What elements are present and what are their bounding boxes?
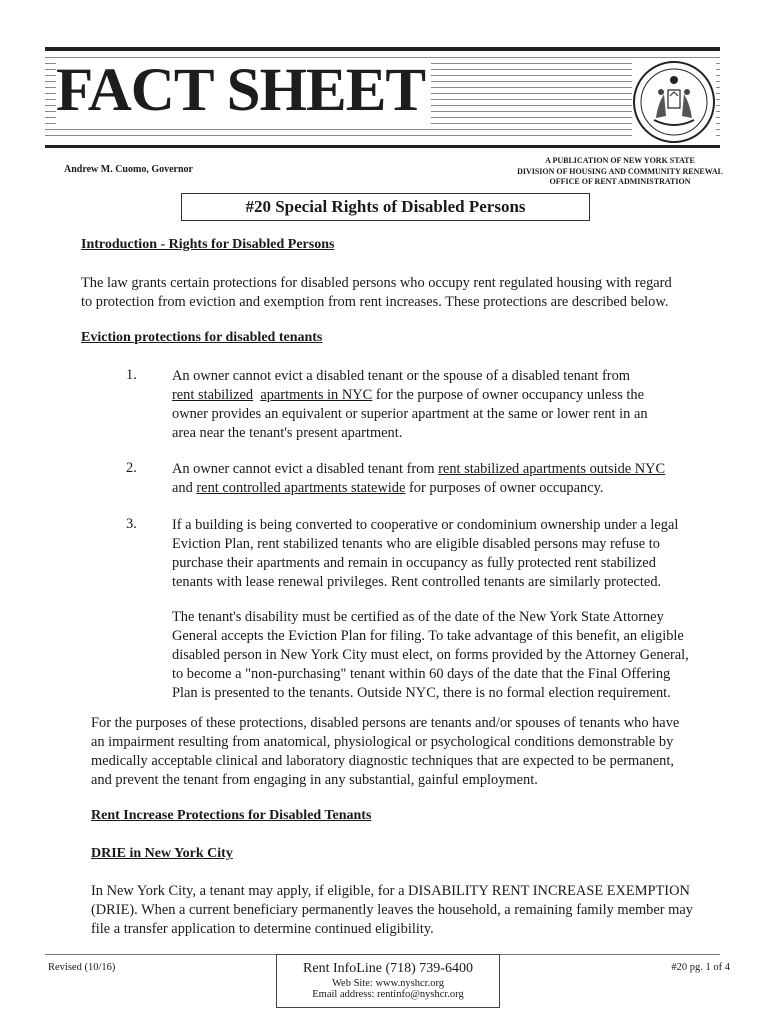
publication-line: DIVISION OF HOUSING AND COMMUNITY RENEWAL: [517, 166, 723, 176]
text-line: For the purposes of these protections, disabled persons are tenants and/or spouses of tenants who have: [91, 715, 680, 731]
rent-increase-heading: Rent Increase Protections for Disabled Tenants: [91, 808, 372, 823]
eviction-heading: Eviction protections for disabled tenants: [81, 330, 323, 345]
text-span: for the purpose of owner occupancy unless the: [372, 387, 644, 403]
rent-infoline: Rent InfoLine (718) 739-6400: [303, 961, 473, 976]
text-line: (DRIE). When a current beneficiary permanently leaves the household, a remaining family member may: [91, 902, 693, 918]
text-line: If a building is being converted to cooperative or condominium ownership under a legal: [172, 517, 679, 533]
intro-heading: Introduction - Rights for Disabled Persons: [81, 237, 335, 252]
text-line: [172, 460, 665, 479]
header-top-rule: [45, 47, 720, 51]
text-line: General accepts the Eviction Plan for filing. To take advantage of this benefit, an eligible: [172, 628, 684, 644]
publication-line: A PUBLICATION OF NEW YORK STATE: [545, 156, 695, 165]
item-number: 1.: [126, 367, 137, 383]
text-line: In New York City, a tenant may apply, if eligible, for a DISABILITY RENT INCREASE EXEMPTION: [91, 883, 690, 899]
text-line: Plan is presented to the tenants. Outside NYC, there is no formal election requirement.: [172, 685, 671, 701]
text-span: for purposes of owner occupancy.: [405, 480, 604, 496]
text-line: [172, 479, 665, 498]
publication-line: OFFICE OF RENT ADMINISTRATION: [549, 177, 691, 186]
text-line: to protection from eviction and exemption from rent increases. These protections are described below.: [81, 294, 669, 310]
definition-paragraph: [91, 714, 679, 790]
text-line: medically acceptable clinical and laboratory diagnostic techniques that are expected to be permanent,: [91, 753, 674, 769]
page-number: #20 pg. 1 of 4: [671, 962, 730, 973]
underlined-text: rent stabilized: [172, 387, 254, 403]
text-line: purchase their apartments and remain in occupancy as fully protected rent stabilized: [172, 555, 656, 571]
page-title: FACT SHEET: [56, 58, 431, 124]
fact-sheet-title: #20 Special Rights of Disabled Persons: [181, 193, 590, 221]
text-line: disabled person in New York City must elect, on forms provided by the Attorney General,: [172, 647, 689, 663]
governor-name: Andrew M. Cuomo, Governor: [64, 164, 193, 175]
text-line: The tenant's disability must be certified as of the date of the New York State Attorney: [172, 609, 664, 625]
item-number: 2.: [126, 460, 137, 476]
text-line: file a transfer application to determine continued eligibility.: [91, 921, 434, 937]
contact-box: [276, 954, 500, 1008]
list-item: [172, 516, 678, 592]
text-line: an impairment resulting from anatomical, physiological or psychological conditions demonstrable by: [91, 734, 674, 750]
list-item: [172, 367, 648, 443]
text-line: An owner cannot evict a disabled tenant or the spouse of a disabled tenant from: [172, 368, 630, 384]
text-span: An owner cannot evict a disabled tenant from: [172, 461, 439, 477]
text-line: owner provides an equivalent or superior apartment at the same or lower rent in an: [172, 406, 648, 422]
certification-paragraph: [172, 608, 689, 703]
text-line: [172, 386, 648, 405]
text-line: area near the tenant's present apartment.: [172, 425, 403, 441]
website-link[interactable]: Web Site: www.nyshcr.org: [331, 978, 445, 989]
header-bottom-rule: [45, 145, 720, 148]
drie-heading: DRIE in New York City: [91, 846, 233, 861]
publication-info: [480, 156, 760, 188]
text-line: The law grants certain protections for disabled persons who occupy rent regulated housing with regard: [81, 275, 672, 291]
item-number: 3.: [126, 516, 137, 532]
email-link[interactable]: Email address: rentinfo@nyshcr.org: [312, 989, 464, 1000]
text-line: tenants with lease renewal privileges. Rent controlled tenants are similarly protected.: [172, 574, 662, 590]
drie-paragraph: [91, 882, 693, 939]
text-line: to become a "non-purchasing" tenant within 60 days of the date that the Final Offering: [172, 666, 671, 682]
underlined-text: apartments in NYC: [260, 387, 373, 403]
text-line: Eviction Plan, rent stabilized tenants who are eligible disabled persons may refuse to: [172, 536, 660, 552]
revision-date: Revised (10/16): [48, 962, 116, 973]
text-span: and: [172, 480, 197, 496]
underlined-text: rent controlled apartments statewide: [196, 480, 406, 496]
underlined-text: rent stabilized apartments outside NYC: [438, 461, 666, 477]
intro-paragraph: [81, 274, 672, 312]
list-item: [172, 460, 665, 498]
text-line: and prevent the tenant from engaging in any substantial, gainful employment.: [91, 772, 538, 788]
new-york-state-seal-icon: [632, 60, 716, 144]
